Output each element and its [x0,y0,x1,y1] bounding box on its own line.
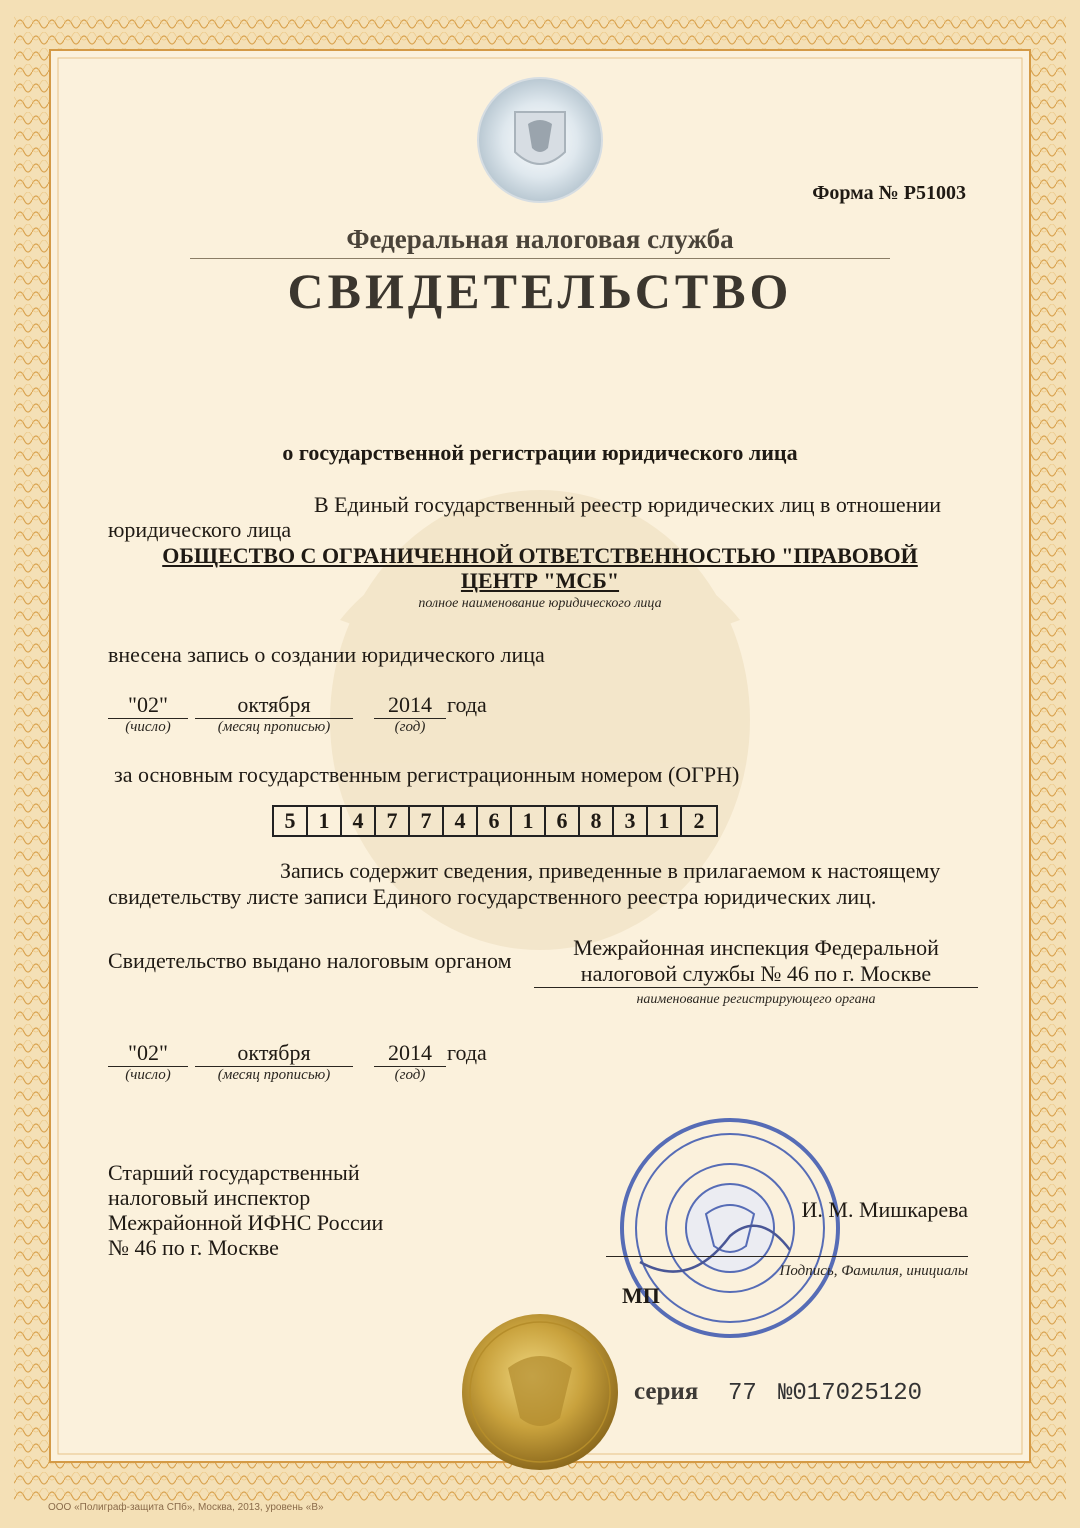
issuer-caption: наименование регистрирующего органа [636,992,876,1007]
date1-day: "02" [108,692,188,719]
officer-line-4: № 46 по г. Москве [108,1235,279,1260]
ogrn-digit: 6 [478,807,512,835]
date2-month: октября [195,1040,353,1067]
document-subtitle: о государственной регистрации юридического лица [282,440,798,465]
entry-text: внесена запись о создании юридического лица [108,642,545,667]
entity-name-line-2: ЦЕНТР "МСБ" [460,568,620,593]
entity-name-line-1: ОБЩЕСТВО С ОГРАНИЧЕННОЙ ОТВЕТСТВЕННОСТЬЮ "ПРАВОВОЙ [162,543,918,568]
agency-divider [190,258,890,259]
date1-month: октября [195,692,353,719]
date1-day-caption: (число) [125,719,171,735]
ogrn-digit: 8 [580,807,614,835]
ogrn-digit: 1 [512,807,546,835]
signature-line [606,1256,968,1257]
document-title: СВИДЕТЕЛЬСТВО [287,263,793,319]
ogrn-digit: 3 [614,807,648,835]
ogrn-digit: 6 [546,807,580,835]
seal-place-label: МП [622,1283,660,1308]
entity-name-caption: полное наименование юридического лица [418,596,662,611]
ogrn-digit: 4 [342,807,376,835]
date1-year: 2014 [374,692,446,719]
ogrn-boxes [272,805,718,837]
ogrn-digit: 7 [410,807,444,835]
signatory-name: И. М. Мишкарева [801,1197,968,1222]
printer-note: ООО «Полиграф-защита СПб», Москва, 2013, уровень «В» [48,1502,324,1513]
date2-month-caption: (месяц прописью) [217,1067,331,1083]
date2-year-caption: (год) [394,1067,426,1083]
date2-year: 2014 [374,1040,446,1067]
contents-line-1: Запись содержит сведения, приведенные в прилагаемом к настоящему [280,858,941,883]
date2-day-caption: (число) [125,1067,171,1083]
date1-suffix: года [447,692,487,717]
officer-line-3: Межрайонной ИФНС России [108,1210,384,1235]
intro-line-2: юридического лица [108,517,292,542]
issuer-line-1: Межрайонная инспекция Федеральной [573,935,939,960]
date1-month-caption: (месяц прописью) [217,719,331,735]
gold-seal [462,1314,618,1470]
hologram-emblem [478,78,602,202]
date2-day: "02" [108,1040,188,1067]
series-number: 77 [728,1380,757,1407]
signature-caption: Подпись, Фамилия, инициалы [779,1263,968,1279]
agency-name: Федеральная налоговая служба [346,224,734,254]
intro-line-1: В Единый государственный реестр юридических лиц в отношении [314,492,942,517]
ogrn-digit: 1 [308,807,342,835]
ogrn-digit: 2 [693,808,705,833]
ogrn-digit: 1 [648,807,682,835]
ogrn-digit: 7 [376,807,410,835]
officer-line-1: Старший государственный [108,1160,360,1185]
ogrn-digit: 4 [444,807,478,835]
ogrn-digit: 5 [274,807,308,835]
ogrn-label: за основным государственным регистрационным номером (ОГРН) [114,762,740,787]
series-label: серия [634,1378,699,1405]
form-number: Форма № Р51003 [812,182,966,204]
contents-line-2: свидетельству листе записи Единого государственного реестра юридических лиц. [108,884,877,909]
officer-line-2: налоговый инспектор [108,1185,311,1210]
issuer-line-2: налоговой службы № 46 по г. Москве [534,961,978,988]
date1-year-caption: (год) [394,719,426,735]
issued-by-label: Свидетельство выдано налоговым органом [108,948,512,973]
date2-suffix: года [447,1040,487,1065]
serial-number: №017025120 [778,1380,923,1407]
